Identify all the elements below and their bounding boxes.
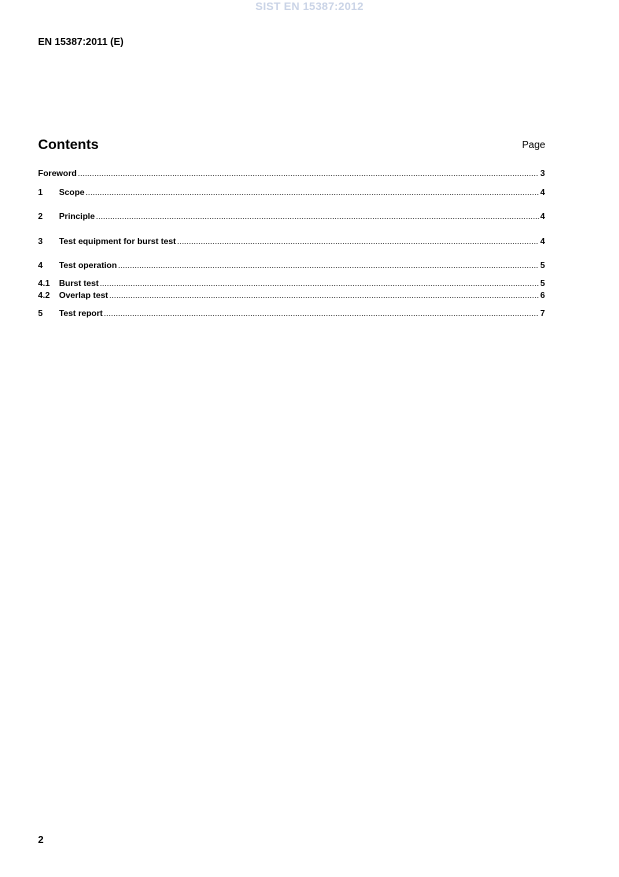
- toc-entry-page: 4: [540, 187, 545, 197]
- toc-entry-principle[interactable]: [38, 211, 545, 222]
- toc-dot-leader: [100, 278, 540, 288]
- toc-entry-title: Test operation: [59, 260, 117, 270]
- toc-entry-title: Burst test: [59, 278, 99, 288]
- toc-entry-foreword[interactable]: [38, 168, 545, 179]
- page-column-heading: Page: [522, 140, 546, 151]
- toc-entry-number: 5: [38, 308, 43, 318]
- toc-dot-leader: [177, 236, 539, 246]
- toc-entry-number: 2: [38, 211, 43, 221]
- toc-entry-test-operation[interactable]: [38, 260, 545, 271]
- toc-dot-leader: [118, 260, 539, 270]
- toc-entry-number: 4.1: [38, 278, 50, 288]
- toc-entry-test-report[interactable]: [38, 308, 545, 319]
- toc-dot-leader: [96, 211, 539, 221]
- document-id-header: EN 15387:2011 (E): [38, 37, 124, 48]
- toc-entry-page: 4: [540, 211, 545, 221]
- toc-entry-number: 1: [38, 187, 43, 197]
- toc-entry-scope[interactable]: [38, 187, 545, 198]
- toc-entry-title: Foreword: [38, 168, 77, 178]
- toc-entry-title: Principle: [59, 211, 95, 221]
- toc-entry-number: 3: [38, 236, 43, 246]
- toc-entry-title: Test report: [59, 308, 103, 318]
- toc-dot-leader: [104, 308, 539, 318]
- toc-entry-test-equipment[interactable]: [38, 236, 545, 247]
- toc-dot-leader: [86, 187, 540, 197]
- toc-entry-title: Overlap test: [59, 290, 109, 300]
- toc-entry-page: 6: [540, 290, 545, 300]
- toc-dot-leader: [78, 168, 540, 178]
- toc-entry-title: Test equipment for burst test: [59, 236, 176, 246]
- watermark: SIST EN 15387:2012: [255, 1, 364, 13]
- toc-entry-page: 7: [540, 308, 545, 318]
- toc-dot-leader: [109, 290, 539, 300]
- toc-entry-overlap-test[interactable]: [38, 290, 545, 301]
- toc-entry-number: 4: [38, 260, 43, 270]
- contents-title: Contents: [38, 136, 99, 152]
- page-number: 2: [38, 835, 44, 846]
- toc-entry-number: 4.2: [38, 290, 50, 300]
- toc-entry-page: 3: [540, 168, 545, 178]
- toc-entry-page: 5: [540, 278, 545, 288]
- toc-entry-burst-test[interactable]: [38, 278, 545, 289]
- toc-entry-title: Scope: [59, 187, 85, 197]
- toc-entry-page: 4: [540, 236, 545, 246]
- toc-entry-page: 5: [540, 260, 545, 270]
